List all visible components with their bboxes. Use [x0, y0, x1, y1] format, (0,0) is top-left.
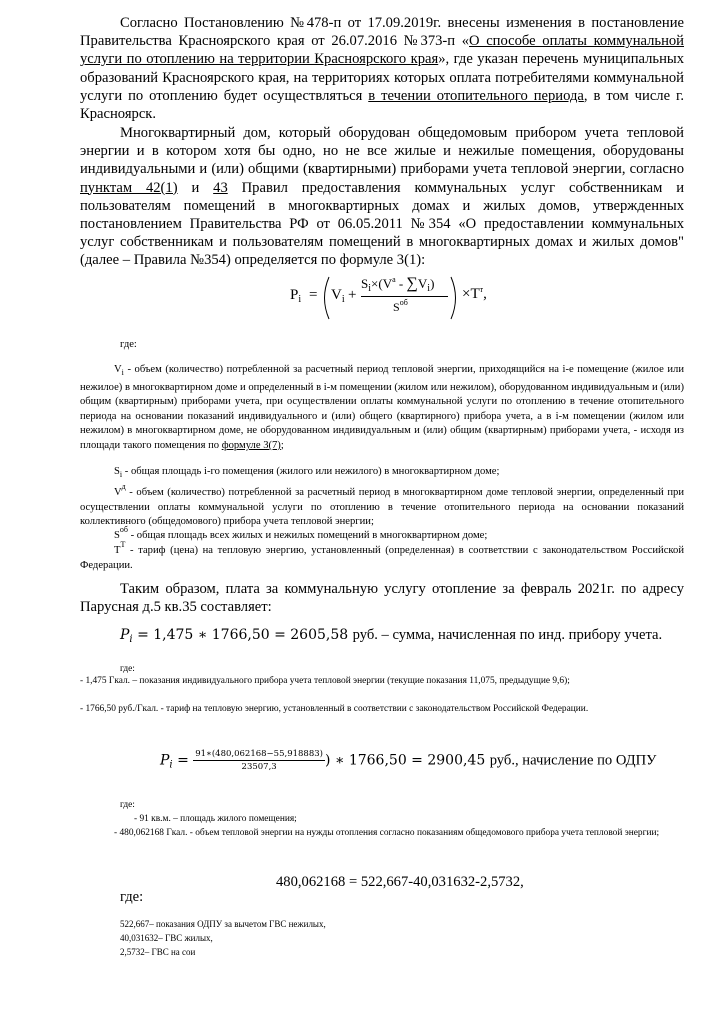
item-tariff: - 1766,50 руб./Гкал. - тариф на тепловую энергию, установленный в соответствии с законодательством Российской Федерации. [80, 704, 589, 714]
note-line: 522,667– показания ОДПУ за вычетом ГВС нежилых, [120, 919, 326, 929]
gde-label-1: где: [120, 339, 137, 350]
definition-si: $S_i$ - общая площадь i-го помещения (жилого или нежилого) в многоквартирном доме; [114, 466, 500, 479]
left-paren [319, 275, 331, 321]
link-formula-3-7[interactable]: формуле 3(7) [221, 439, 281, 451]
notes-list [120, 917, 326, 959]
definition-va: $V^д$ - объем (количество) потребленной за расчетный период в многоквартирном доме тепловой энергии, определенный при осуществлении оплаты коммунальной услуги по отоплению в течение отопительного периода на основании показаний коллективного (общедомового) прибора учета тепловой энергии; [80, 482, 684, 528]
formula-numerator: $S_i\times(V^а - \sum V_i)$ [361, 275, 435, 294]
calc-individual-meter: $P_i = 1,475$ ∗ 1766,50 = 2605,58 руб. – сумма, начисленная по инд. прибору учета. [120, 627, 663, 645]
item-individual-reading: - 1,475 Гкал. – показания индивидуального прибора учета тепловой энергии (текущие показания 11,075, предыдущие 9,6); [80, 676, 570, 686]
gde-label-2: где: [120, 664, 135, 674]
fraction-bar [361, 296, 448, 297]
definition-tt: $T^T$ - тариф (цена) на тепловую энергию, установленный (определенная) в соответствии с законодательством Российской Федерации. [80, 540, 684, 571]
paragraph-february-payment: Таким образом, плата за коммунальную услугу отопление за февраль 2021г. по адресу Парусная д.5 кв.35 составляет: [80, 581, 684, 616]
link-heating-period[interactable]: в течении отопительного периода [368, 87, 584, 104]
item-area: - 91 кв.м. – площадь жилого помещения; [134, 814, 297, 824]
link-heating-payment-method[interactable]: О способе оплаты коммунальной услуги по отоплению на территории Красноярского края [80, 33, 684, 68]
gde-label-3: где: [120, 800, 135, 810]
calc-odpu-fraction: $\frac{91∗(480,062168-55,918883)}{23507,3}$ [195, 749, 323, 772]
definition-sob: $S^{об}$ - общая площадь всех жилых и нежилых помещений в многоквартирном доме; [114, 525, 488, 541]
paragraph-resolution: Согласно Постановлению №478-п от 17.09.2019г. внесены изменения в постановление Правительства Красноярского края от 26.07.2016 №373-п «О способе оплаты коммунальной услуги по отоплению на территории Красноярского края», где указан перечень муниципальных образований Красноярского края, на территориях которых оплата потребителями коммунальной услуги по отоплению будет осуществляться в течении отопительного периода, в том числе г. Красноярск. [80, 15, 684, 123]
formula-3-1: $P_i$ = $V_i$ + $S_i\times(V^а - \sum V_i)$ $S^{об}$ $\times T^т$, [288, 275, 488, 319]
calc-odpu: $P_i$ = $\frac{91∗(480,062168-55,918883)}{23507,3}$ ) ∗ 1766,50 = 2900,45 руб., начисление по ОДПУ [160, 749, 657, 772]
definition-vi: $V_i$ - объем (количество) потребленной за расчетный период тепловой энергии, приходящийся на i-е помещение (жилое или нежилое) в многоквартирном доме и определенный в i-м помещении (жилом или нежилом), оборудованном индивидуальным и (или) общим (квартирным) приборами учета, при осуществлении оплаты коммунальной услуги по отоплению в течение отопительного периода на основании показаний индивидуального и (или) общего (квартирного) прибора учета, а в i-м помещении (жилом или нежилом) в многоквартирном доме, не оборудованном индивидуальным и (или) общим (квартирным) приборами учета, - исходя из площади такого помещения по формуле 3(7); [80, 364, 684, 451]
paragraph-rules-354: Многоквартирный дом, который оборудован общедомовым прибором учета тепловой энергии и в котором хотя бы одно, но не все жилые и нежилые помещения, оборудованы индивидуальными и (или) общими (квартирными) приборами учета тепловой энергии, согласно пунктам 42(1) и 43 Правил предоставления коммунальных услуг собственникам и пользователям помещений в многоквартирных домах и жилых домов, утвержденных постановлением Правительства РФ от 06.05.2011 №354 «О предоставлении коммунальных услуг собственникам и пользователям помещений в многоквартирных домах и жилых домов" (далее – Правила №354) определяется по формуле 3(1): [80, 125, 684, 269]
note-line: 40,031632– ГВС жилых, [120, 933, 213, 943]
right-paren [449, 275, 461, 321]
item-heat-volume: - 480,062168 Гкал. - объем тепловой энергии на нужды отопления согласно показаниям общедомового прибора учета тепловой энергии; [114, 828, 660, 838]
link-clause-42-1[interactable]: пунктам 42(1) [80, 179, 178, 196]
note-line: 2,5732– ГВС на сои [120, 947, 196, 957]
link-clause-43[interactable]: 43 [213, 179, 228, 196]
equation-heat-volume: 480,062168 = 522,667-40,031632-2,5732, [276, 874, 524, 890]
gde-label-4: где: [120, 889, 144, 905]
